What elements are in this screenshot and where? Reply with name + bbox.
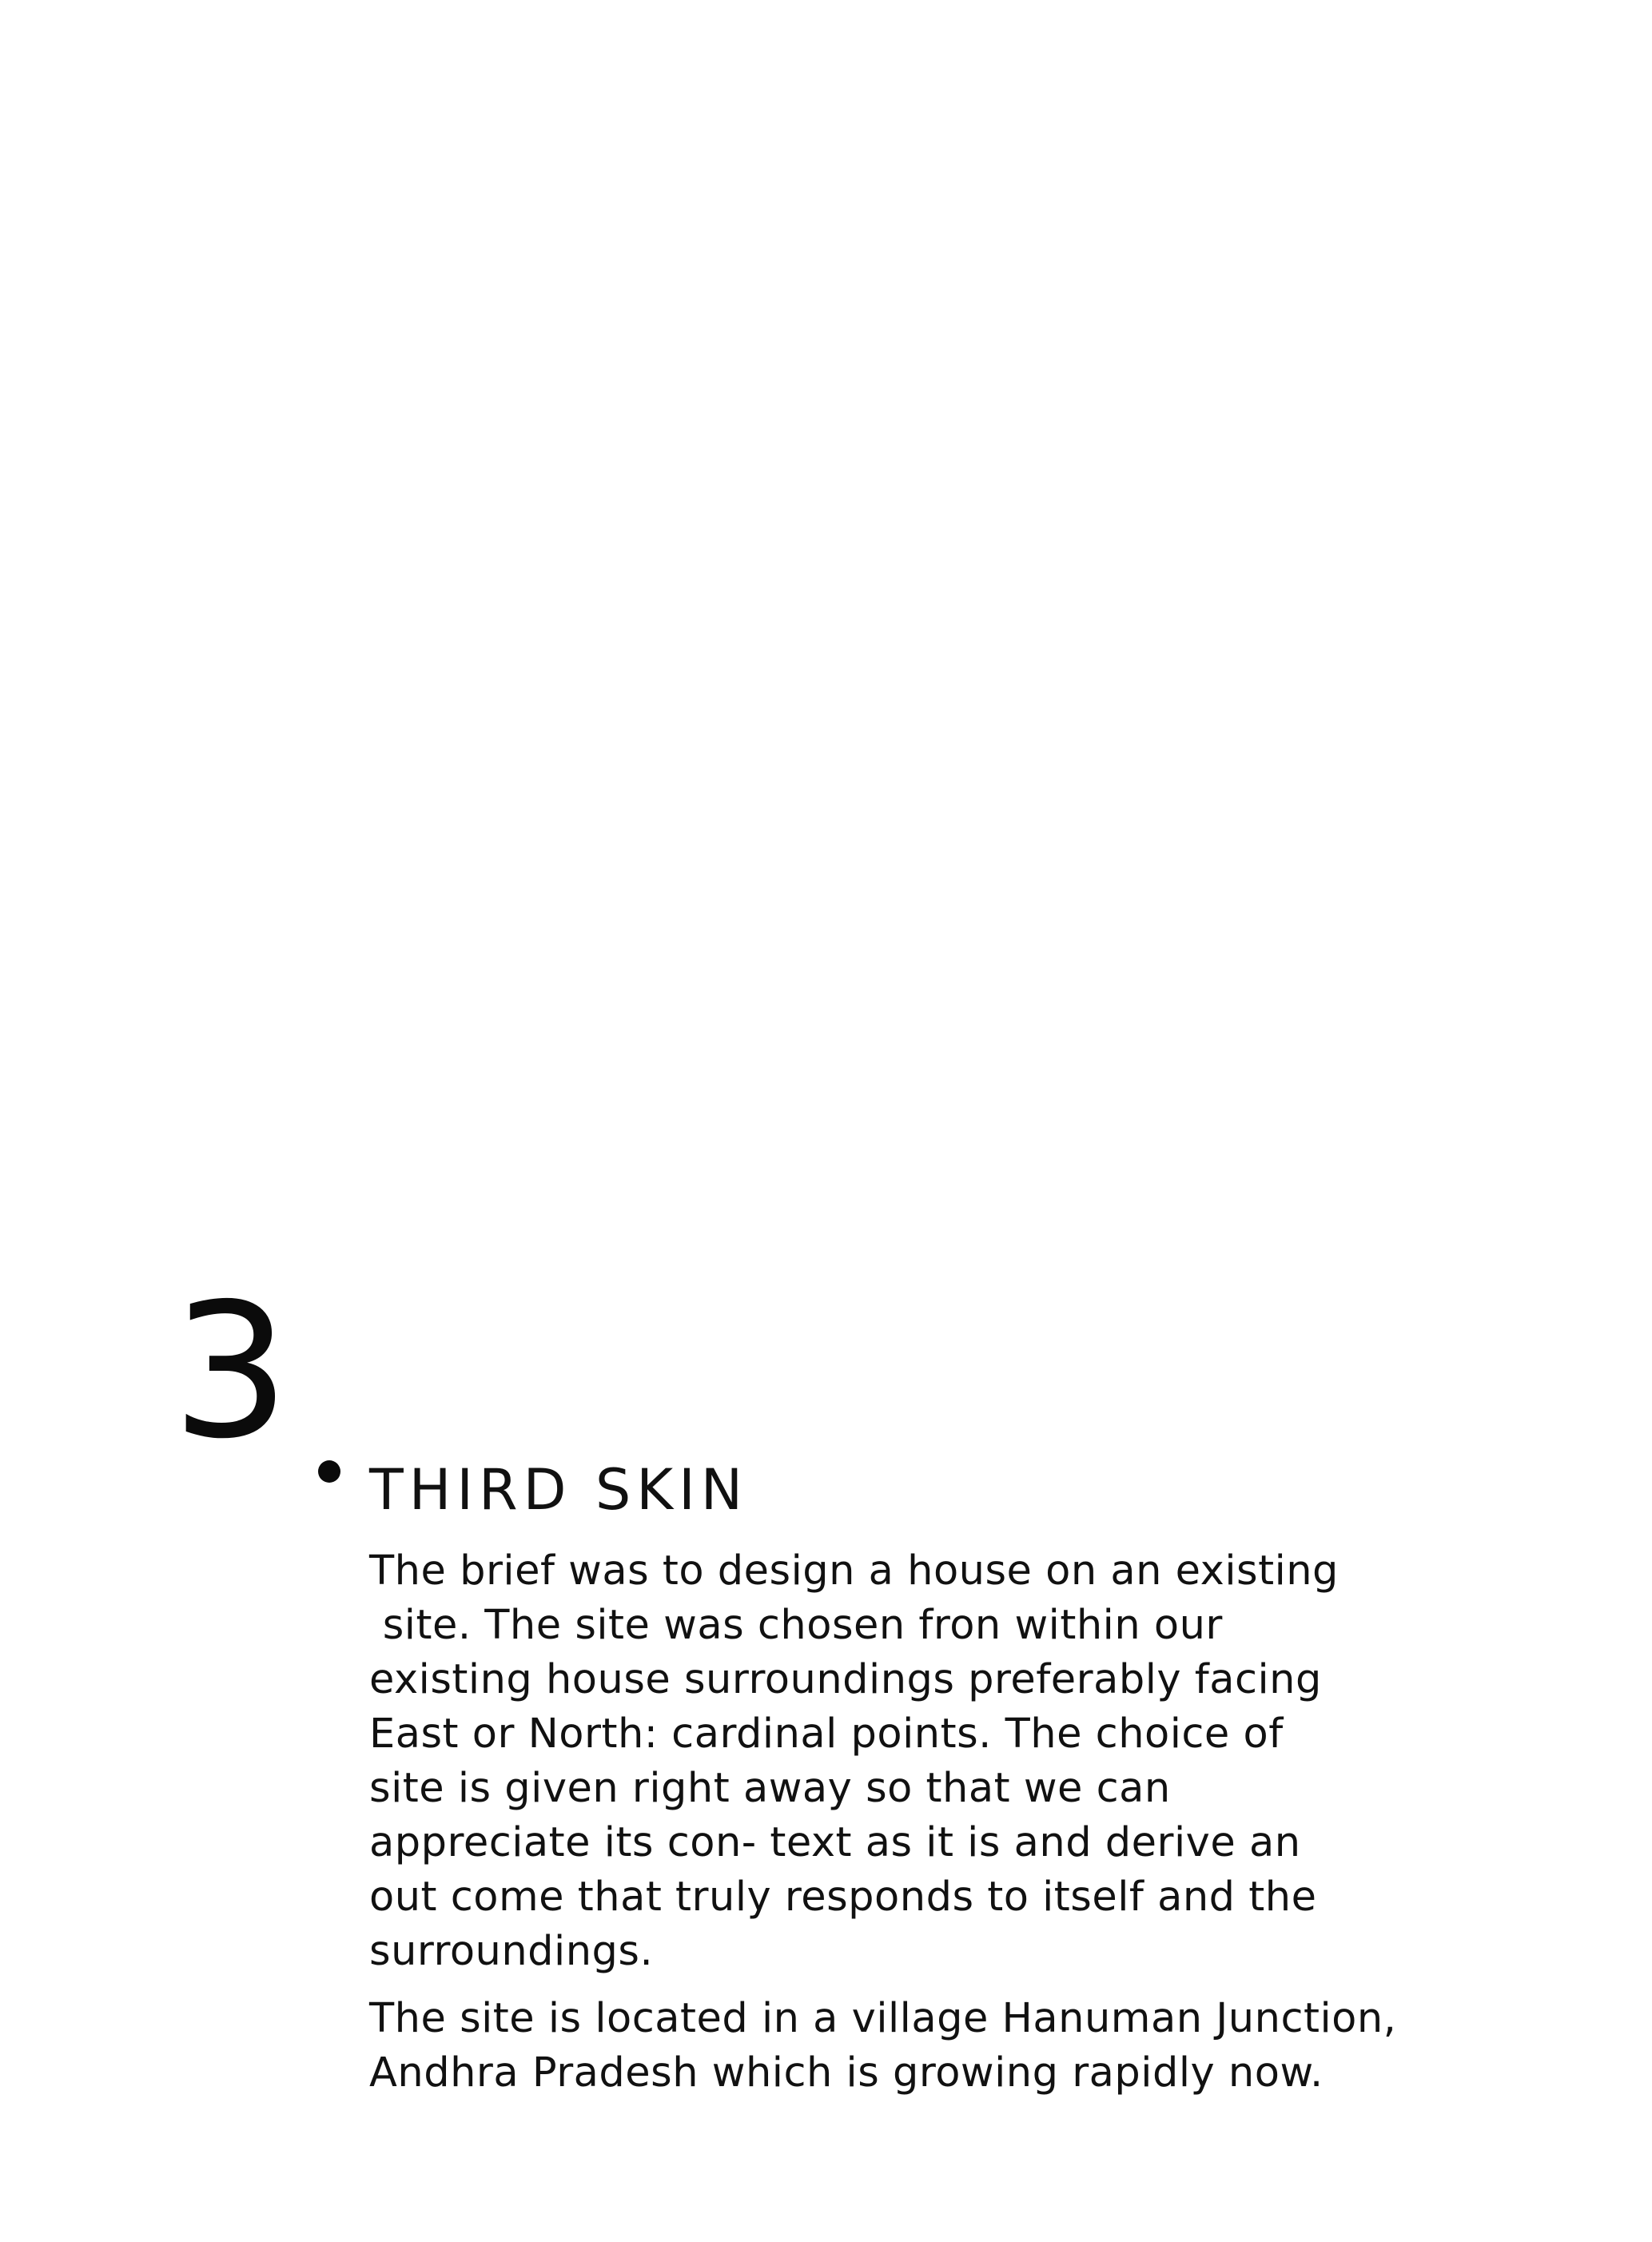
text-line: The site is located in a village Hanuman Junction, (369, 1995, 1397, 2042)
text-line: surroundings. (369, 1928, 654, 1975)
section-number: 3 (172, 1264, 287, 1479)
text-line: Andhra Pradesh which is growing rapidly now. (369, 2049, 1324, 2097)
section-number-dot (318, 1460, 340, 1483)
text-line: existing house surroundings preferably facing (369, 1656, 1322, 1703)
text-line: site is given right away so that we can (369, 1765, 1171, 1812)
paragraph-location (369, 1992, 1616, 2101)
text-line: appreciate its con- text as it is and derive an (369, 1819, 1301, 1866)
text-line: East or North: cardinal points. The choice of (369, 1710, 1284, 1758)
paragraph-brief (369, 1544, 1616, 1979)
body-text (369, 1544, 1616, 2101)
text-line: site. The site was chosen fron within our (369, 1602, 1223, 1649)
section-title: THIRD SKIN (369, 1456, 749, 1523)
text-line: out come that truly responds to itself and the (369, 1874, 1317, 1921)
text-line: The brief was to design a house on an existing (369, 1547, 1339, 1595)
